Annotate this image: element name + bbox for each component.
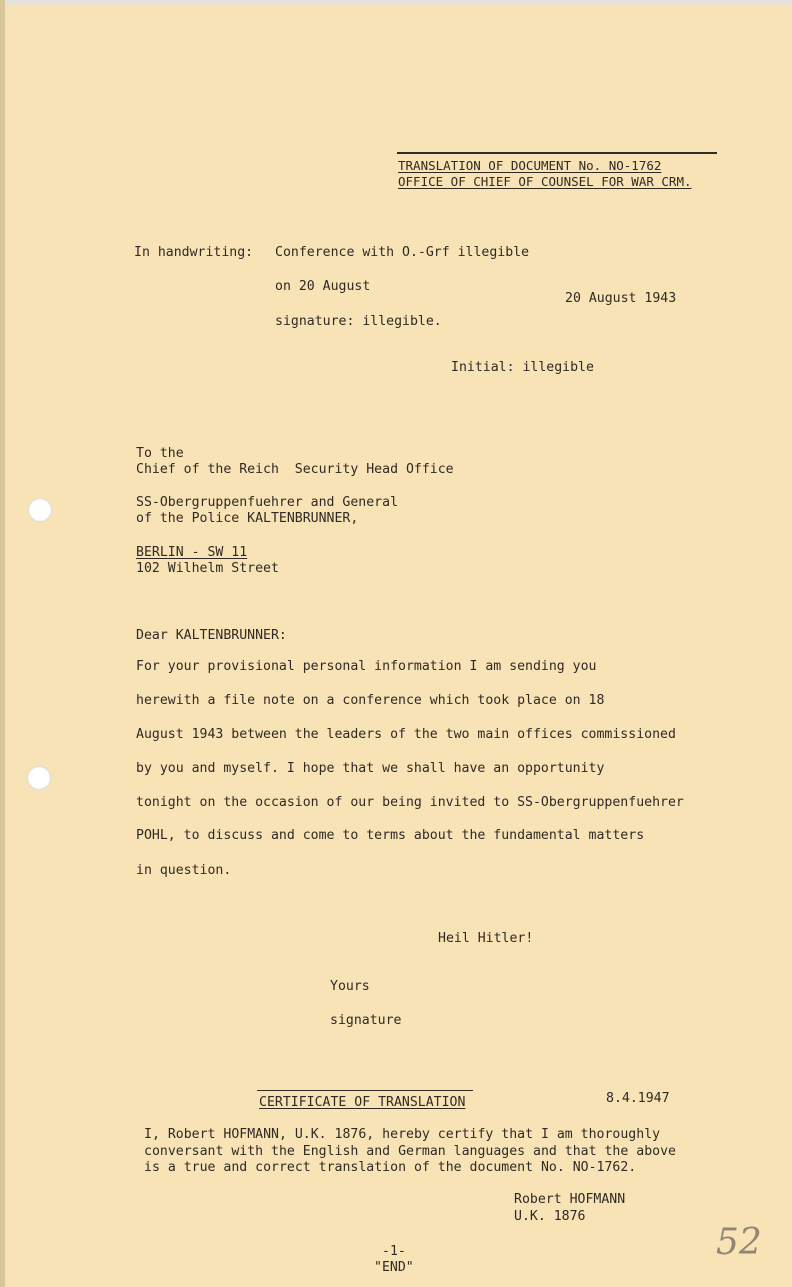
header-line-2: OFFICE OF CHIEF OF COUNSEL FOR WAR CRM. [398,174,692,189]
closing-yours: Yours [330,979,370,994]
certificate-title: CERTIFICATE OF TRANSLATION [259,1095,466,1110]
closing-greeting: Heil Hitler! [438,931,534,946]
body-line-4: by you and myself. I hope that we shall have an opportunity [136,761,605,776]
certificate-signer-name: Robert HOFMANN [514,1192,626,1207]
body-line-2: herewith a file note on a conference which took place on 18 [136,693,605,708]
letter-date: 20 August 1943 [565,291,677,306]
addressee-city: BERLIN - SW 11 [136,545,248,560]
initial-note: Initial: illegible [451,360,594,375]
body-line-6: POHL, to discuss and come to terms about the fundamental matters [136,828,645,843]
certificate-rule [257,1090,473,1091]
certificate-line-1: I, Robert HOFMANN, U.K. 1876, hereby certify that I am thoroughly [144,1127,661,1142]
salutation: Dear KALTENBRUNNER: [136,628,287,643]
body-line-3: August 1943 between the leaders of the two main offices commissioned [136,727,676,742]
addressee-line-3: SS-Obergruppenfuehrer and General [136,495,399,510]
closing-signature: signature [330,1013,402,1028]
punch-hole-bottom [27,766,51,790]
certificate-line-3: is a true and correct translation of the document No. NO-1762. [144,1160,637,1175]
certificate-date: 8.4.1947 [606,1091,670,1106]
handwriting-line-2: on 20 August [275,279,371,294]
body-line-7: in question. [136,863,232,878]
addressee-line-4: of the Police KALTENBRUNNER, [136,511,359,526]
handwriting-label: In handwriting: [134,245,254,260]
certificate-signer-id: U.K. 1876 [514,1209,586,1224]
certificate-line-2: conversant with the English and German languages and that the above [144,1144,676,1159]
header-rule [397,152,717,154]
body-line-5: tonight on the occasion of our being invited to SS-Obergruppenfuehrer [136,795,684,810]
punch-hole-top [28,498,52,522]
handwriting-line-3: signature: illegible. [275,314,442,329]
header-line-1: TRANSLATION OF DOCUMENT No. NO-1762 [398,158,662,173]
page-number: -1- [382,1244,406,1259]
scan-edge-left [0,0,5,1287]
addressee-street: 102 Wilhelm Street [136,561,279,576]
handwriting-line-1: Conference with O.-Grf illegible [275,245,530,260]
addressee-line-2: Chief of the Reich Security Head Office [136,462,454,477]
scan-edge-top [0,0,792,6]
body-line-1: For your provisional personal information I am sending you [136,659,597,674]
handwritten-page-number: 52 [716,1222,762,1263]
addressee-line-1: To the [136,446,184,461]
end-marker: "END" [374,1260,414,1275]
